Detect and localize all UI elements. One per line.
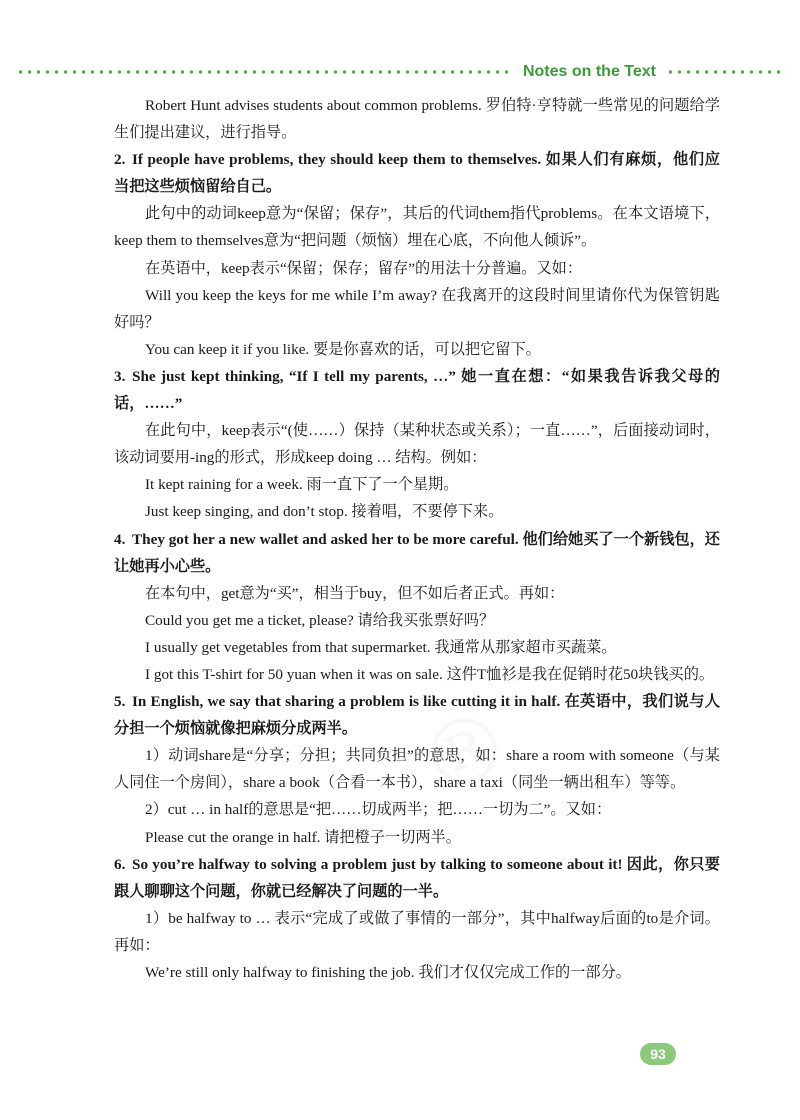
note-heading-text: They got her a new wallet and asked her to be more careful. 他们给她买了一个新钱包，还让她再小心些。 — [114, 530, 720, 575]
example-sentence: Just keep singing, and don’t stop. 接着唱，不要停下来。 — [145, 503, 504, 521]
example-sentence: Will you keep the keys for me while I’m away? 在我离开的这段时间里请你代为保管钥匙好吗？ — [114, 286, 720, 331]
example-sentence: I usually get vegetables from that supermarket. 我通常从那家超市买蔬菜。 — [145, 638, 617, 656]
example-sentence: You can keep it if you like. 要是你喜欢的话，可以把它留下。 — [145, 340, 541, 358]
note-heading-text: So you’re halfway to solving a problem just by talking to someone about it! 因此，你只要跟人聊聊这个问题，你就已经解决了问题的一半。 — [114, 855, 720, 900]
note-paragraph: 在英语中，keep表示“保留；保存；留存”的用法十分普遍。又如： — [145, 259, 583, 277]
example-sentence: Could you get me a ticket, please? 请给我买张票好吗？ — [145, 611, 495, 629]
note-heading — [114, 851, 720, 905]
note-heading — [114, 526, 720, 580]
example-sentence: I got this T-shirt for 50 yuan when it was on sale. 这件T恤衫是我在促销时花50块钱买的。 — [145, 665, 715, 683]
header-dots-right — [666, 69, 786, 75]
note-heading-text: In English, we say that sharing a problem is like cutting it in half. 在英语中，我们说与人分担一个烦恼就像把麻烦分成两半。 — [114, 693, 720, 738]
note-number: 5. — [114, 693, 126, 711]
intro-paragraph: Robert Hunt advises students about common problems. 罗伯特·亨特就一些常见的问题给学生们提出建议，进行指导。 — [114, 97, 720, 142]
note-number: 2. — [114, 151, 126, 169]
page-number-badge: 93 — [640, 1043, 676, 1065]
note-paragraph: 1）be halfway to … 表示“完成了或做了事情的一部分”，其中halfway后面的to是介词。再如： — [114, 909, 720, 954]
example-sentence: It kept raining for a week. 雨一直下了一个星期。 — [145, 476, 459, 494]
note-paragraph: 1）动词share是“分享；分担；共同负担”的意思，如：share a room with someone（与某人同住一个房间），share a book（合看一本书），share a taxi（同坐一辆出租车）等等。 — [114, 747, 720, 792]
note-paragraph: 在此句中，keep表示“(使……）保持（某种状态或关系）；一直……”，后面接动词时，该动词要用-ing的形式，形成keep doing … 结构。例如： — [114, 422, 720, 467]
note-heading-text: If people have problems, they should keep them to themselves. 如果人们有麻烦，他们应当把这些烦恼留给自己。 — [114, 151, 720, 196]
section-title: Notes on the Text — [522, 63, 656, 80]
note-paragraph: 此句中的动词keep意为“保留；保存”，其后的代词them指代problems。在本文语境下，keep them to themselves意为“把问题（烦恼）埋在心底，不向他人倾诉”。 — [114, 205, 720, 250]
notes-content — [114, 92, 720, 986]
note-paragraph: 2）cut … in half的意思是“把……切成两半；把……一切为二”。又如： — [145, 801, 612, 819]
note-heading-text: She just kept thinking, “If I tell my parents, …” 她一直在想：“如果我告诉我父母的话，……” — [114, 367, 720, 413]
note-number: 3. — [114, 367, 126, 385]
page-header — [16, 59, 786, 85]
example-sentence: We’re still only halfway to finishing the job. 我们才仅仅完成工作的一部分。 — [145, 964, 631, 981]
note-number: 6. — [114, 855, 126, 873]
note-number: 4. — [114, 530, 126, 548]
note-heading — [114, 146, 720, 200]
note-heading — [114, 363, 720, 417]
header-dots-left — [16, 69, 513, 75]
note-paragraph: 在本句中，get意为“买”，相当于buy，但不如后者正式。再如： — [145, 584, 565, 602]
note-heading — [114, 688, 720, 742]
example-sentence: Please cut the orange in half. 请把橙子一切两半。 — [145, 828, 461, 846]
